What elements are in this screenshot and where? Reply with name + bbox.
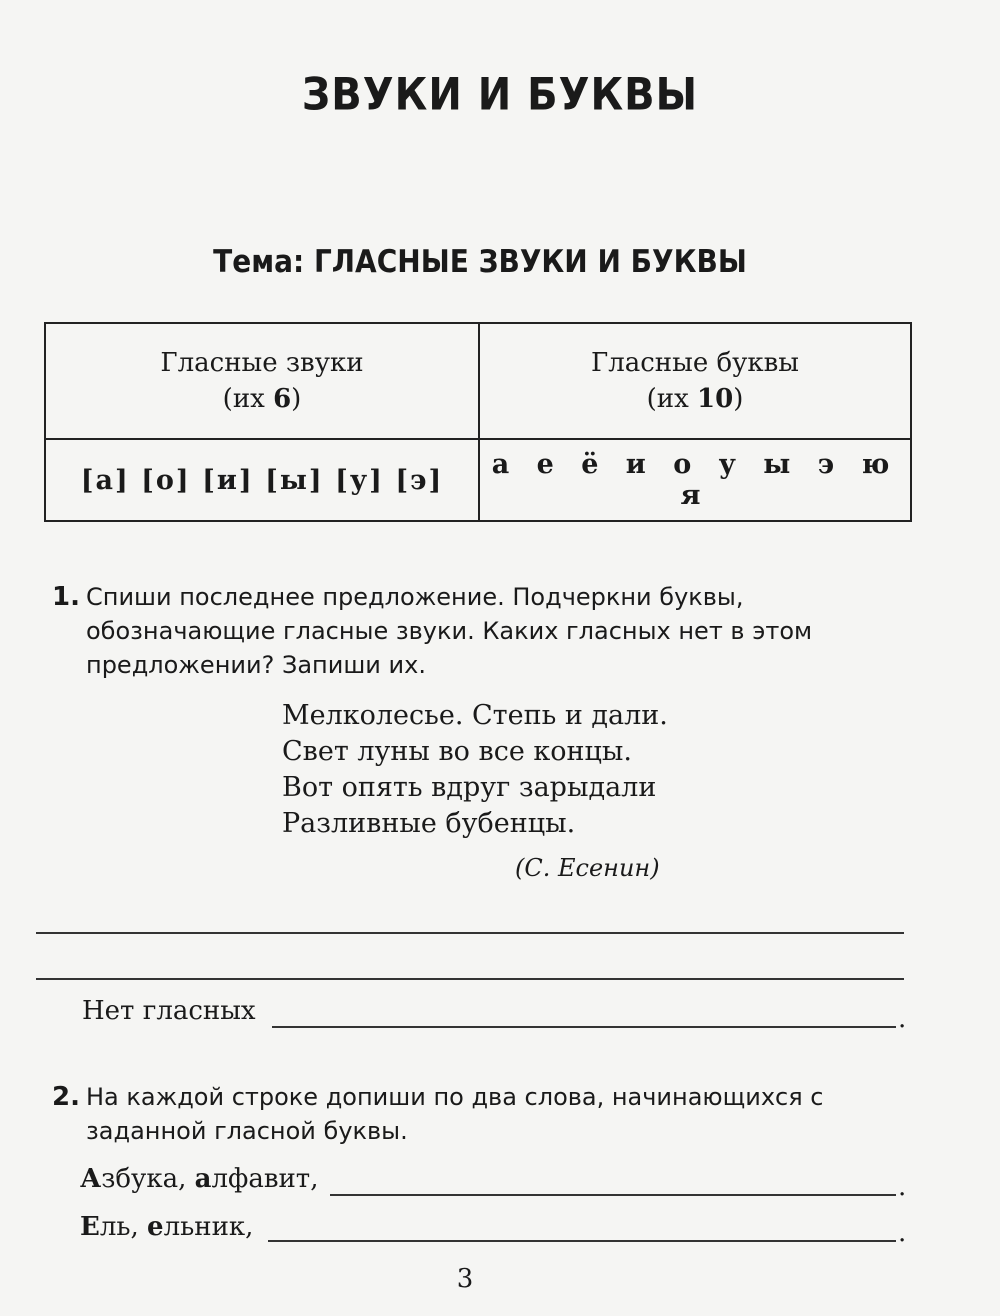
word-line-e-answer[interactable]	[268, 1240, 896, 1242]
end-dot: .	[898, 1172, 907, 1202]
poem-line: Мелколесье. Степь и дали.	[282, 700, 668, 731]
task-2-number: 2.	[52, 1082, 80, 1112]
task-2	[52, 1080, 912, 1148]
poem-line: Свет луны во все концы.	[282, 736, 632, 767]
end-dot: .	[898, 1004, 907, 1034]
vowel-sounds-header	[45, 323, 479, 439]
task-1-number: 1.	[52, 582, 80, 612]
topic-heading: Тема: ГЛАСНЫЕ ЗВУКИ И БУКВЫ	[213, 243, 747, 280]
vowel-letters-header	[479, 323, 911, 439]
page-number: 3	[456, 1264, 474, 1294]
vowel-letters-list: а е ё и о у ы э ю я	[479, 439, 911, 521]
vowel-sounds-title: Гласные звуки	[160, 348, 364, 378]
missing-vowels-answer-line[interactable]	[272, 1026, 896, 1028]
vowel-sounds-list: [а] [о] [и] [ы] [у] [э]	[45, 439, 479, 521]
vowels-table	[44, 322, 912, 522]
vowel-sounds-count: (их 6)	[222, 384, 302, 414]
page-title: ЗВУКИ И БУКВЫ	[301, 69, 699, 121]
answer-line[interactable]	[36, 932, 904, 934]
task-2-text: На каждой строке допиши по два слова, начинающихся с заданной гласной буквы.	[86, 1083, 824, 1145]
table-header-row	[45, 323, 911, 439]
task-1-text: Спиши последнее предложение. Подчеркни буквы, обозначающие гласные звуки. Каких гласных нет в этом предложении? Запиши их.	[86, 583, 813, 679]
vowel-letters-count: (их 10)	[646, 384, 744, 414]
answer-line[interactable]	[36, 978, 904, 980]
poem-author: (С. Есенин)	[515, 854, 660, 882]
table-body-row	[45, 439, 911, 521]
word-line-e-label: Ель, ельник,	[80, 1212, 254, 1242]
word-line-a-label: Азбука, алфавит,	[80, 1164, 319, 1194]
word-line-a-answer[interactable]	[330, 1194, 896, 1196]
task-1	[52, 580, 912, 682]
missing-vowels-label: Нет гласных	[82, 996, 256, 1026]
vowel-letters-title: Гласные буквы	[591, 348, 799, 378]
poem	[282, 698, 668, 842]
poem-line: Разливные бубенцы.	[282, 808, 576, 839]
poem-line: Вот опять вдруг зарыдали	[282, 772, 657, 803]
end-dot: .	[898, 1218, 907, 1248]
